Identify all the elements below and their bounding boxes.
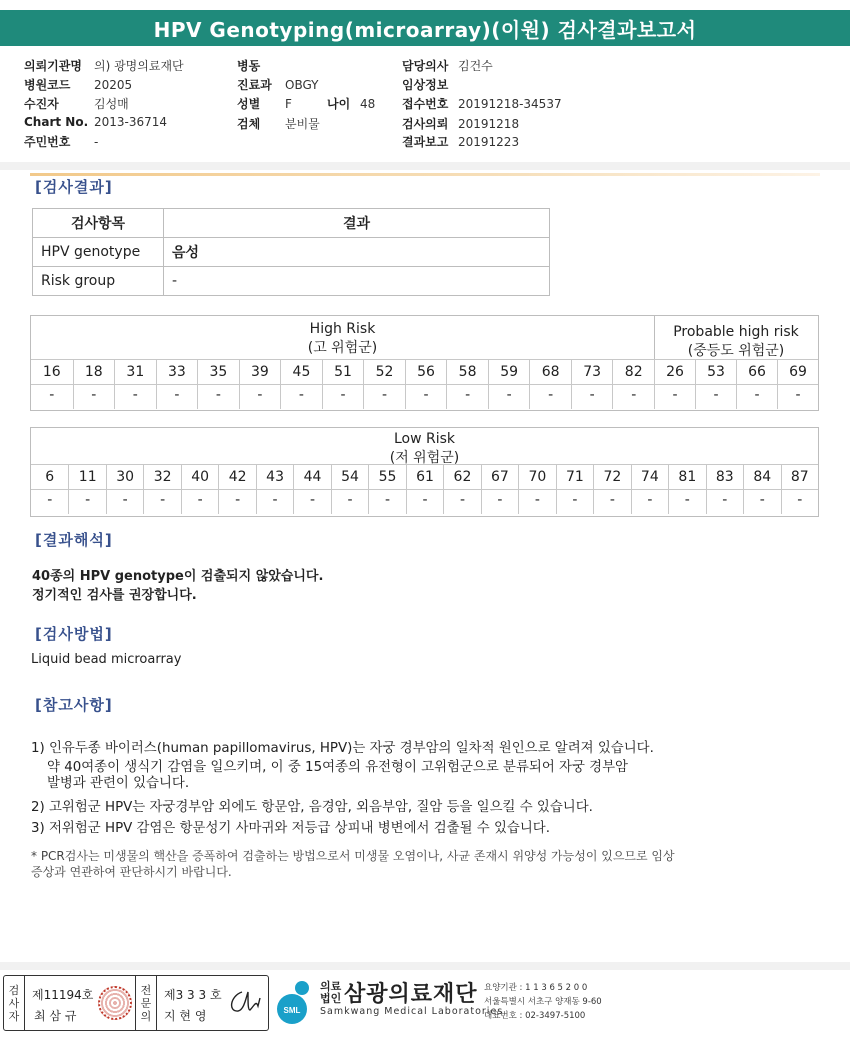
- age-value: 48: [360, 97, 376, 111]
- hpv-result-30: -: [106, 489, 143, 514]
- hpv-result-35: -: [197, 384, 239, 409]
- hpv-type-39: 39: [239, 359, 281, 384]
- hpv-type-33: 33: [156, 359, 198, 384]
- hpv-type-40: 40: [181, 464, 218, 489]
- hpv-result-83: -: [706, 489, 743, 514]
- receipt-no-value: 20191218-34537: [458, 97, 562, 111]
- notes-heading: [참고사항]: [35, 696, 113, 714]
- hpv-result-31: -: [114, 384, 156, 409]
- hpv-type-81: 81: [668, 464, 705, 489]
- probable-risk-title-kr: (중등도 위험군): [687, 343, 785, 359]
- hpv-type-58: 58: [446, 359, 488, 384]
- rrn-label: 주민번호: [24, 135, 71, 149]
- corp-label: 의료 법인: [320, 980, 342, 1005]
- hpv-result-42: -: [218, 489, 255, 514]
- table-row: [33, 238, 550, 267]
- hpv-result-68: -: [529, 384, 571, 409]
- result-heading: [검사결과]: [35, 178, 113, 196]
- hpv-type-16: 16: [31, 359, 73, 384]
- hpv-type-18: 18: [73, 359, 115, 384]
- note-2: 2) 고위험군 HPV는 자궁경부암 외에도 항문암, 음경암, 외음부암, 질암 등을 일으킬 수 있습니다.: [31, 800, 593, 815]
- hpv-type-69: 69: [777, 359, 818, 384]
- sml-logo-icon: [272, 978, 316, 1026]
- signature-box: [3, 975, 269, 1031]
- report-title: HPV Genotyping(microarray)(이원) 검사결과보고서: [0, 10, 850, 46]
- hpv-type-45: 45: [280, 359, 322, 384]
- hpv-result-69: -: [777, 384, 818, 409]
- hpv-type-82: 82: [612, 359, 654, 384]
- hpv-type-61: 61: [406, 464, 443, 489]
- examiner-name: 최 삼 규: [34, 1009, 77, 1023]
- ward-label: 병동: [237, 59, 261, 73]
- hpv-type-35: 35: [197, 359, 239, 384]
- hpv-result-33: -: [156, 384, 198, 409]
- hpv-result-70: -: [518, 489, 555, 514]
- hpv-type-52: 52: [363, 359, 405, 384]
- clinical-label: 임상정보: [402, 78, 449, 92]
- result-value: -: [164, 267, 550, 296]
- hpv-type-59: 59: [488, 359, 530, 384]
- hpv-result-74: -: [631, 489, 668, 514]
- hpv-type-55: 55: [368, 464, 405, 489]
- hpv-result-66: -: [736, 384, 777, 409]
- hpv-result-71: -: [556, 489, 593, 514]
- note-1c: 발병과 관련이 있습니다.: [47, 776, 190, 791]
- hpv-result-82: -: [612, 384, 654, 409]
- request-date-value: 20191218: [458, 117, 520, 131]
- hpv-result-39: -: [239, 384, 281, 409]
- result-value: 음성: [164, 238, 550, 267]
- report-date-label: 결과보고: [402, 135, 449, 149]
- note-1a: 1) 인유두종 바이러스(human papillomavirus, HPV)는 자궁 경부암의 일차적 원인으로 알려져 있습니다.: [31, 741, 654, 756]
- institution-value: 의) 광명의료재단: [94, 59, 184, 73]
- hpv-type-84: 84: [743, 464, 780, 489]
- hpv-type-53: 53: [695, 359, 736, 384]
- hpv-type-43: 43: [256, 464, 293, 489]
- hpv-result-43: -: [256, 489, 293, 514]
- contact-code: 요양기관 : 1 1 3 6 5 2 0 0: [484, 983, 588, 993]
- low-risk-title: Low Risk: [393, 431, 456, 447]
- hpv-result-11: -: [68, 489, 105, 514]
- method-text: Liquid bead microarray: [31, 652, 182, 667]
- institution-label: 의뢰기관명: [24, 59, 82, 73]
- doctor-value: 김건수: [458, 59, 493, 73]
- probable-risk-title: Probable high risk: [673, 324, 799, 340]
- hpv-result-87: -: [781, 489, 818, 514]
- hpv-type-42: 42: [218, 464, 255, 489]
- hpv-result-62: -: [443, 489, 480, 514]
- hpv-result-59: -: [488, 384, 530, 409]
- contact-address: 서울특별시 서초구 양재동 9-60: [484, 997, 602, 1007]
- hpv-type-68: 68: [529, 359, 571, 384]
- receipt-no-label: 접수번호: [402, 97, 449, 111]
- hpv-result-73: -: [571, 384, 613, 409]
- contact-phone: 대표번호 : 02-3497-5100: [484, 1011, 586, 1021]
- patient-value: 김성매: [94, 97, 129, 111]
- low-risk-title-kr: (저 위험군): [389, 450, 460, 466]
- signature-icon: [226, 984, 264, 1020]
- hpv-result-32: -: [143, 489, 180, 514]
- specialist-vertical-label: 전 문 의: [135, 976, 157, 1030]
- hpv-result-53: -: [695, 384, 736, 409]
- interpretation-heading: [결과해석]: [35, 531, 113, 549]
- age-label: 나이: [327, 97, 351, 111]
- interpretation-line-2: 정기적인 검사를 권장합니다.: [32, 588, 197, 603]
- note-3: 3) 저위험군 HPV 감염은 항문성기 사마귀와 저등급 상피내 병변에서 검출될 수 있습니다.: [31, 821, 550, 836]
- hpv-type-26: 26: [654, 359, 695, 384]
- hpv-type-74: 74: [631, 464, 668, 489]
- specimen-value: 분비물: [285, 117, 320, 131]
- result-col-item: 검사항목: [33, 209, 164, 238]
- hpv-type-31: 31: [114, 359, 156, 384]
- specimen-label: 검체: [237, 117, 261, 131]
- specialist-license-no: 제3 3 3 호: [164, 988, 222, 1002]
- result-item: Risk group: [33, 267, 164, 296]
- hpv-type-83: 83: [706, 464, 743, 489]
- hpv-type-11: 11: [68, 464, 105, 489]
- hpv-result-58: -: [446, 384, 488, 409]
- hpv-type-44: 44: [293, 464, 330, 489]
- hpv-type-54: 54: [331, 464, 368, 489]
- pcr-note-1: * PCR검사는 미생물의 핵산을 증폭하여 검출하는 방법으로서 미생물 오염이나, 사균 존재시 위양성 가능성이 있으므로 임상: [31, 849, 675, 863]
- hpv-result-52: -: [363, 384, 405, 409]
- footer-divider: [0, 962, 850, 970]
- hpv-type-30: 30: [106, 464, 143, 489]
- table-row: [33, 267, 550, 296]
- chart-no-label: Chart No.: [24, 115, 89, 129]
- hpv-result-18: -: [73, 384, 115, 409]
- method-heading: [검사방법]: [35, 625, 113, 643]
- hospital-code-value: 20205: [94, 78, 133, 92]
- chart-no-value: 2013-36714: [94, 115, 168, 129]
- hpv-result-40: -: [181, 489, 218, 514]
- hpv-type-62: 62: [443, 464, 480, 489]
- examiner-vertical-label: 검 사 자: [4, 976, 25, 1030]
- hpv-type-51: 51: [322, 359, 364, 384]
- examiner-license-no: 제11194호: [32, 988, 94, 1002]
- seal-stamp-icon: [98, 986, 132, 1020]
- hpv-result-51: -: [322, 384, 364, 409]
- request-date-label: 검사의뢰: [402, 117, 449, 131]
- hpv-result-81: -: [668, 489, 705, 514]
- brand-name: 삼광의료재단: [344, 982, 478, 1007]
- logo-text: SML: [283, 1006, 301, 1015]
- hpv-type-71: 71: [556, 464, 593, 489]
- low-risk-grid: [30, 427, 819, 517]
- accent-line: [30, 173, 820, 176]
- hpv-type-73: 73: [571, 359, 613, 384]
- hpv-result-54: -: [331, 489, 368, 514]
- hpv-type-87: 87: [781, 464, 818, 489]
- interpretation-line-1: 40종의 HPV genotype이 검출되지 않았습니다.: [32, 569, 324, 584]
- hpv-type-67: 67: [481, 464, 518, 489]
- high-risk-grid: [30, 315, 819, 411]
- pcr-note-2: 증상과 연관하여 판단하시기 바랍니다.: [31, 865, 232, 879]
- high-risk-title-kr: (고 위험군): [307, 340, 378, 356]
- dept-label: 진료과: [237, 78, 272, 92]
- hpv-result-26: -: [654, 384, 695, 409]
- hospital-code-label: 병원코드: [24, 78, 71, 92]
- note-1b: 약 40여종이 생식기 감염을 일으키며, 이 중 15여종의 유전형이 고위험군으로 분류되어 자궁 경부암: [47, 760, 628, 775]
- hpv-result-72: -: [593, 489, 630, 514]
- hpv-type-56: 56: [405, 359, 447, 384]
- result-item: HPV genotype: [33, 238, 164, 267]
- report-date-value: 20191223: [458, 135, 520, 149]
- hpv-type-72: 72: [593, 464, 630, 489]
- hpv-type-70: 70: [518, 464, 555, 489]
- hpv-result-67: -: [481, 489, 518, 514]
- section-divider: [0, 162, 850, 170]
- hpv-result-16: -: [31, 384, 73, 409]
- hpv-result-55: -: [368, 489, 405, 514]
- hpv-type-6: 6: [31, 464, 68, 489]
- sex-value: F: [285, 97, 292, 111]
- hpv-type-32: 32: [143, 464, 180, 489]
- brand-english: Samkwang Medical Laboratories: [320, 1006, 504, 1017]
- patient-info-block: [0, 50, 850, 163]
- hpv-result-84: -: [743, 489, 780, 514]
- patient-label: 수진자: [24, 97, 59, 111]
- hpv-result-44: -: [293, 489, 330, 514]
- doctor-label: 담당의사: [402, 59, 449, 73]
- high-risk-title: High Risk: [309, 321, 376, 337]
- result-col-result: 결과: [164, 209, 550, 238]
- rrn-value: -: [94, 135, 99, 149]
- sex-label: 성별: [237, 97, 261, 111]
- result-table: [32, 208, 550, 296]
- hpv-result-56: -: [405, 384, 447, 409]
- hpv-result-45: -: [280, 384, 322, 409]
- hpv-result-6: -: [31, 489, 68, 514]
- hpv-type-66: 66: [736, 359, 777, 384]
- hpv-result-61: -: [406, 489, 443, 514]
- dept-value: OBGY: [285, 78, 319, 92]
- specialist-name: 지 현 영: [164, 1009, 207, 1023]
